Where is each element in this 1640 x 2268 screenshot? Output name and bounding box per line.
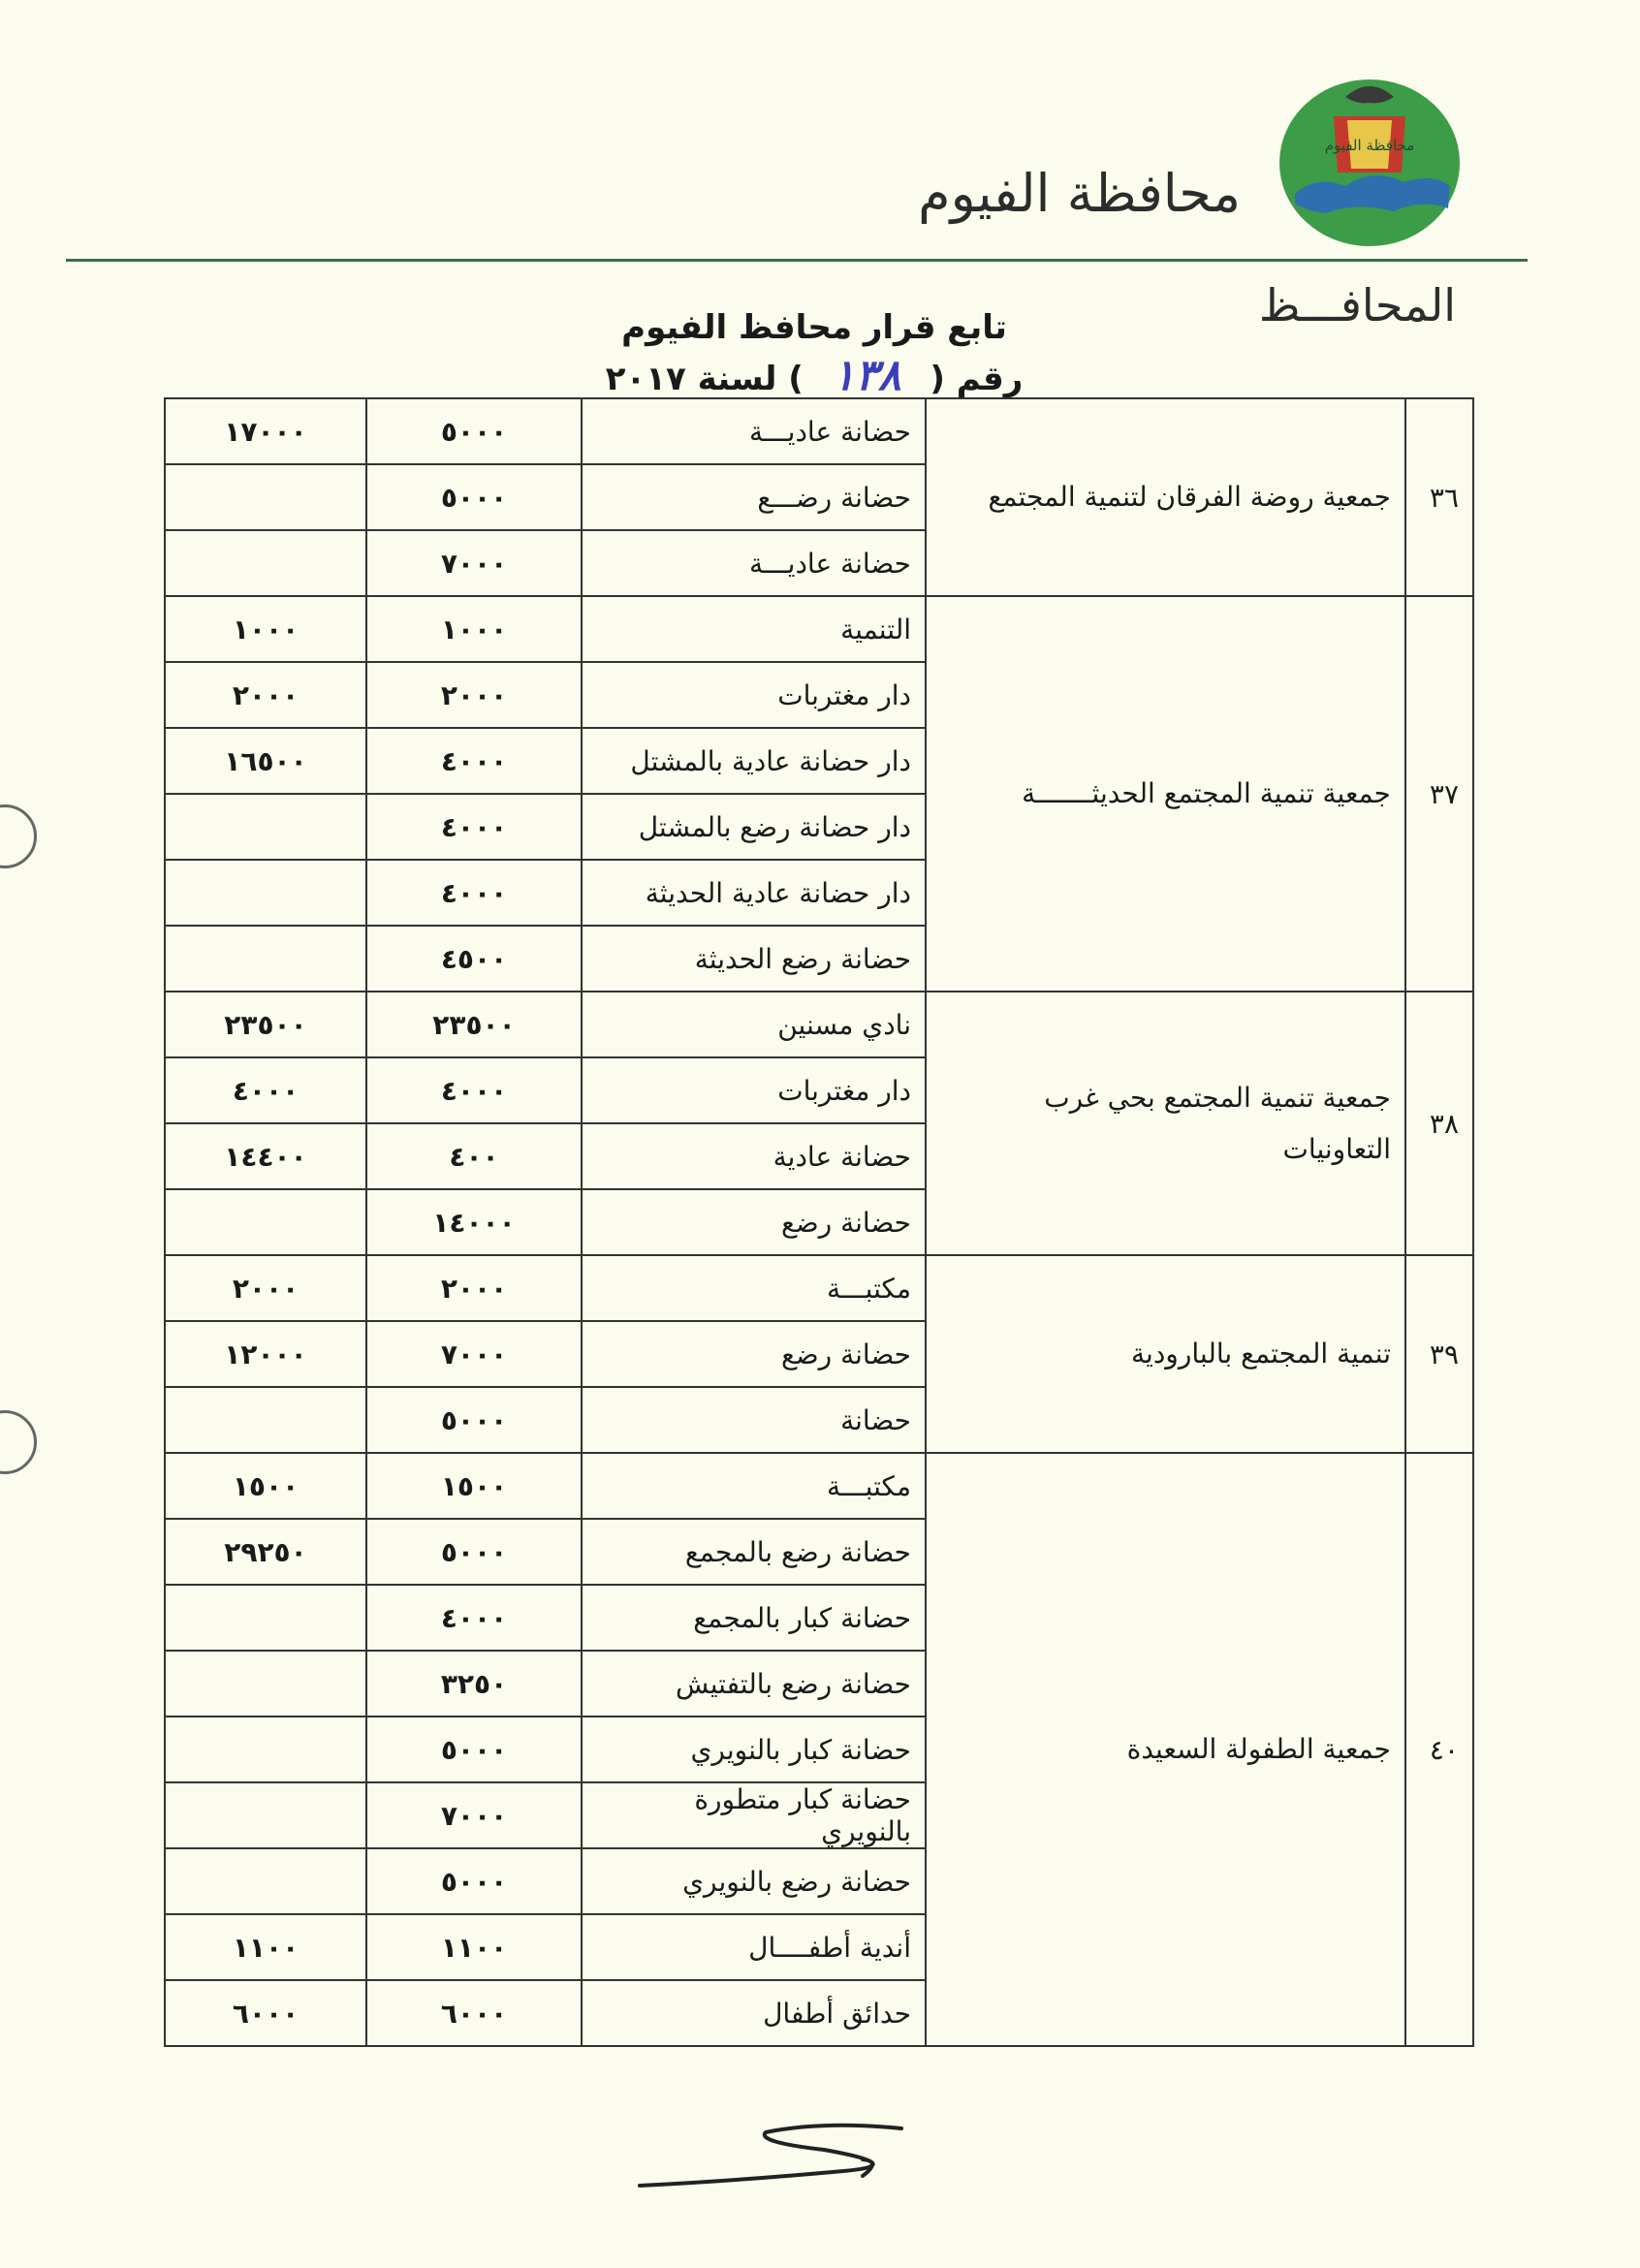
facility-amount: ٤٠٠ — [366, 1123, 582, 1189]
group-total — [165, 1848, 366, 1914]
punch-hole — [0, 1410, 37, 1474]
facility-amount: ٧٠٠٠ — [366, 1321, 582, 1387]
facility-name: مكتبـــة — [582, 1453, 926, 1519]
facility-amount: ٥٠٠٠ — [366, 1848, 582, 1914]
facility-amount: ٤٠٠٠ — [366, 1057, 582, 1123]
facility-name: حضانة عاديـــة — [582, 530, 926, 596]
table-row — [165, 1255, 1473, 1321]
governorate-name: محافظة الفيوم — [918, 163, 1241, 224]
facility-amount: ٤٠٠٠ — [366, 1585, 582, 1651]
facility-name: حضانة رضع — [582, 1321, 926, 1387]
group-total: ١٧٠٠٠ — [165, 398, 366, 464]
facility-name: حضانة رضع الحديثة — [582, 926, 926, 992]
facility-name: التنمية — [582, 596, 926, 662]
entry-number: ٣٨ — [1405, 992, 1473, 1255]
group-total: ١٤٤٠٠ — [165, 1123, 366, 1189]
group-total — [165, 1717, 366, 1782]
facility-name: حضانة رضع بالتفتيش — [582, 1651, 926, 1717]
header-divider — [66, 259, 1528, 262]
facility-amount: ٥٠٠٠ — [366, 398, 582, 464]
table-row — [165, 1453, 1473, 1519]
group-total — [165, 1189, 366, 1255]
decree-year: ) لسنة ٢٠١٧ — [605, 360, 804, 398]
allocations-table — [164, 397, 1474, 2047]
facility-name: حضانة كبار متطورة بالنويري — [582, 1782, 926, 1848]
facility-amount: ٤٠٠٠ — [366, 860, 582, 926]
association-name: جمعية تنمية المجتمع الحديثـــــــة — [926, 596, 1405, 992]
facility-amount: ٢٠٠٠ — [366, 662, 582, 728]
facility-name: دار حضانة رضع بالمشتل — [582, 794, 926, 860]
entry-number: ٤٠ — [1405, 1453, 1473, 2046]
group-total: ١٢٠٠٠ — [165, 1321, 366, 1387]
decree-number-handwritten: ١٣٨ — [832, 351, 901, 400]
group-total: ١١٠٠ — [165, 1914, 366, 1980]
group-total — [165, 1387, 366, 1453]
facility-name: دار مغتربات — [582, 1057, 926, 1123]
group-total: ٤٠٠٠ — [165, 1057, 366, 1123]
facility-name: حضانة رضع بالنويري — [582, 1848, 926, 1914]
allocations-table-body — [165, 398, 1473, 2046]
facility-amount: ٤٠٠٠ — [366, 728, 582, 794]
group-total — [165, 1782, 366, 1848]
facility-amount: ١٠٠٠ — [366, 596, 582, 662]
table-row — [165, 992, 1473, 1057]
association-name: جمعية تنمية المجتمع بحي غرب التعاونيات — [926, 992, 1405, 1255]
facility-amount: ٤٠٠٠ — [366, 794, 582, 860]
governorate-logo — [1277, 78, 1462, 247]
facility-name: دار حضانة عادية بالمشتل — [582, 728, 926, 794]
group-total: ١٥٠٠ — [165, 1453, 366, 1519]
decree-number-prefix: رقم ( — [930, 360, 1024, 398]
facility-name: نادي مسنين — [582, 992, 926, 1057]
facility-amount: ٢٣٥٠٠ — [366, 992, 582, 1057]
facility-amount: ٦٠٠٠ — [366, 1980, 582, 2046]
group-total — [165, 860, 366, 926]
facility-name: حضانة كبار بالمجمع — [582, 1585, 926, 1651]
decree-title: تابع قرار محافظ الفيوم — [621, 308, 1007, 347]
facility-name: حضانة رضـــع — [582, 464, 926, 530]
group-total — [165, 926, 366, 992]
punch-hole — [0, 804, 37, 868]
group-total — [165, 1651, 366, 1717]
logo-text: محافظة الفيوم — [1324, 137, 1415, 154]
group-total: ١٠٠٠ — [165, 596, 366, 662]
facility-amount: ٤٥٠٠ — [366, 926, 582, 992]
facility-name: حدائق أطفال — [582, 1980, 926, 2046]
office-title: المحافـــظ — [1258, 279, 1456, 331]
table-row — [165, 398, 1473, 464]
facility-name: دار حضانة عادية الحديثة — [582, 860, 926, 926]
facility-name: حضانة — [582, 1387, 926, 1453]
table-row — [165, 596, 1473, 662]
group-total: ١٦٥٠٠ — [165, 728, 366, 794]
association-name: جمعية الطفولة السعيدة — [926, 1453, 1405, 2046]
group-total: ٢٣٥٠٠ — [165, 992, 366, 1057]
facility-amount: ٥٠٠٠ — [366, 464, 582, 530]
facility-amount: ٢٠٠٠ — [366, 1255, 582, 1321]
facility-name: حضانة عاديـــة — [582, 398, 926, 464]
facility-amount: ٧٠٠٠ — [366, 1782, 582, 1848]
entry-number: ٣٦ — [1405, 398, 1473, 596]
facility-amount: ١١٠٠ — [366, 1914, 582, 1980]
association-name: تنمية المجتمع بالبارودية — [926, 1255, 1405, 1453]
group-total — [165, 464, 366, 530]
group-total: ٢٠٠٠ — [165, 1255, 366, 1321]
facility-amount: ٥٠٠٠ — [366, 1717, 582, 1782]
entry-number: ٣٧ — [1405, 596, 1473, 992]
signature — [620, 2103, 1027, 2220]
group-total — [165, 794, 366, 860]
facility-name: حضانة رضع بالمجمع — [582, 1519, 926, 1585]
facility-amount: ٥٠٠٠ — [366, 1519, 582, 1585]
facility-amount: ١٤٠٠٠ — [366, 1189, 582, 1255]
facility-name: حضانة رضع — [582, 1189, 926, 1255]
facility-name: أندية أطفــــال — [582, 1914, 926, 1980]
group-total — [165, 530, 366, 596]
facility-name: دار مغتربات — [582, 662, 926, 728]
association-name: جمعية روضة الفرقان لتنمية المجتمع — [926, 398, 1405, 596]
facility-amount: ٧٠٠٠ — [366, 530, 582, 596]
facility-name: حضانة عادية — [582, 1123, 926, 1189]
facility-amount: ٣٢٥٠ — [366, 1651, 582, 1717]
group-total: ٢٠٠٠ — [165, 662, 366, 728]
decree-number-line — [543, 351, 1086, 400]
group-total — [165, 1585, 366, 1651]
facility-name: مكتبـــة — [582, 1255, 926, 1321]
facility-name: حضانة كبار بالنويري — [582, 1717, 926, 1782]
facility-amount: ٥٠٠٠ — [366, 1387, 582, 1453]
entry-number: ٣٩ — [1405, 1255, 1473, 1453]
group-total: ٢٩٢٥٠ — [165, 1519, 366, 1585]
facility-amount: ١٥٠٠ — [366, 1453, 582, 1519]
group-total: ٦٠٠٠ — [165, 1980, 366, 2046]
